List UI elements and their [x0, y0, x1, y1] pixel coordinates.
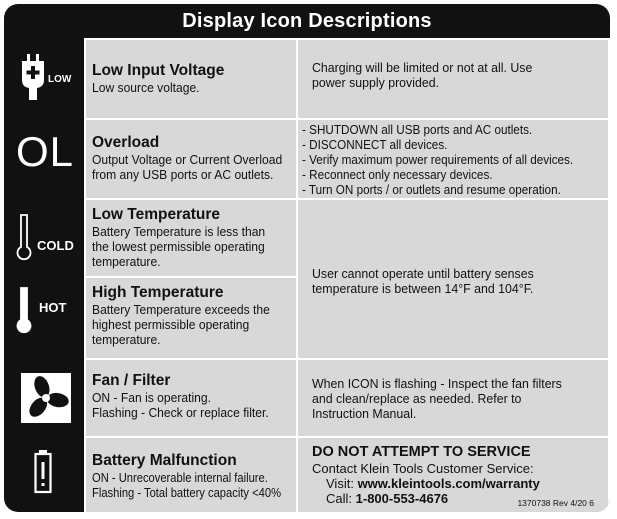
- low-voltage-remedy-line: Charging will be limited or not at all. Use: [312, 60, 533, 75]
- battery-warning-icon: [34, 450, 52, 499]
- contact-line: Contact Klein Tools Customer Service:: [312, 461, 534, 476]
- overload-icon-label: OL: [16, 128, 75, 175]
- low-voltage-heading: Low Input Voltage: [92, 62, 225, 79]
- overload-remedy-line: - Verify maximum power requirements of all devices.: [302, 152, 574, 167]
- overload-desc-line: Output Voltage or Current Overload: [92, 152, 283, 167]
- high-temp-desc-line: temperature.: [92, 332, 161, 347]
- fan-icon: [20, 372, 72, 429]
- fan-remedy-line: Instruction Manual.: [312, 406, 417, 421]
- overload-remedy-line: - Turn ON ports / or outlets and resume operation.: [302, 182, 561, 197]
- battery-desc-line: ON - Unrecoverable internal failure.: [92, 470, 268, 485]
- overload-remedy-line: - DISCONNECT all devices.: [302, 137, 448, 152]
- low-temp-desc-line: the lowest permissible operating: [92, 239, 265, 254]
- low-voltage-desc-line: Low source voltage.: [92, 80, 200, 95]
- overload-desc-line: from any USB ports or AC outlets.: [92, 167, 274, 182]
- hot-icon-label: HOT: [39, 300, 67, 315]
- low-voltage-remedy-cell: [298, 40, 608, 118]
- high-temp-name-cell: [86, 278, 296, 358]
- low-temp-desc-line: temperature.: [92, 254, 161, 269]
- warranty-url: www.kleintools.com/warranty: [357, 476, 540, 491]
- call-label: Call:: [326, 491, 353, 506]
- temperature-remedy-line: temperature is between 14°F and 104°F.: [312, 281, 534, 296]
- document-revision-code: 1370738 Rev 4/20 6: [517, 498, 594, 508]
- high-temp-desc-line: Battery Temperature exceeds the: [92, 302, 270, 317]
- low-voltage-name-cell: [86, 40, 296, 118]
- phone-number: 1-800-553-4676: [355, 491, 449, 506]
- fan-remedy-line: and clean/replace as needed. Refer to: [312, 391, 522, 406]
- high-temp-heading: High Temperature: [92, 284, 224, 301]
- fan-remedy-line: When ICON is flashing - Inspect the fan filters: [312, 376, 562, 391]
- overload-remedy-cell: [298, 120, 608, 198]
- temperature-remedy-cell: [298, 200, 608, 358]
- overload-remedy-line: - SHUTDOWN all USB ports and AC outlets.: [302, 122, 533, 137]
- overload-heading: Overload: [92, 134, 160, 151]
- visit-label: Visit:: [326, 476, 354, 491]
- high-temp-desc-line: highest permissible operating: [92, 317, 250, 332]
- low-voltage-icon-label: LOW: [48, 74, 72, 85]
- thermometer-high-icon: [16, 286, 32, 341]
- low-voltage-remedy-line: power supply provided.: [312, 75, 440, 90]
- low-temp-desc-line: Battery Temperature is less than: [92, 224, 266, 239]
- battery-heading: Battery Malfunction: [92, 452, 237, 469]
- battery-name-cell: [86, 438, 296, 512]
- card-title: Display Icon Descriptions: [182, 10, 432, 32]
- battery-remedy-cell: [298, 438, 608, 512]
- fan-heading: Fan / Filter: [92, 372, 171, 389]
- fan-remedy-cell: [298, 360, 608, 436]
- low-temp-heading: Low Temperature: [92, 206, 221, 223]
- low-temp-name-cell: [86, 200, 296, 276]
- temperature-remedy-line: User cannot operate until battery senses: [312, 266, 534, 281]
- fan-desc-line: ON - Fan is operating.: [92, 390, 211, 405]
- cold-icon-label: COLD: [37, 238, 74, 253]
- overload-name-cell: [86, 120, 296, 198]
- visit-line: [312, 476, 608, 491]
- icon-description-card: [4, 4, 610, 512]
- do-not-service-warning: DO NOT ATTEMPT TO SERVICE: [312, 444, 531, 460]
- fan-desc-line: Flashing - Check or replace filter.: [92, 405, 269, 420]
- plug-icon: [20, 54, 46, 105]
- description-table: [84, 38, 610, 512]
- overload-remedy-line: - Reconnect only necessary devices.: [302, 167, 493, 182]
- battery-desc-line: Flashing - Total battery capacity <40%: [92, 485, 282, 500]
- fan-name-cell: [86, 360, 296, 436]
- thermometer-low-icon: [16, 213, 32, 268]
